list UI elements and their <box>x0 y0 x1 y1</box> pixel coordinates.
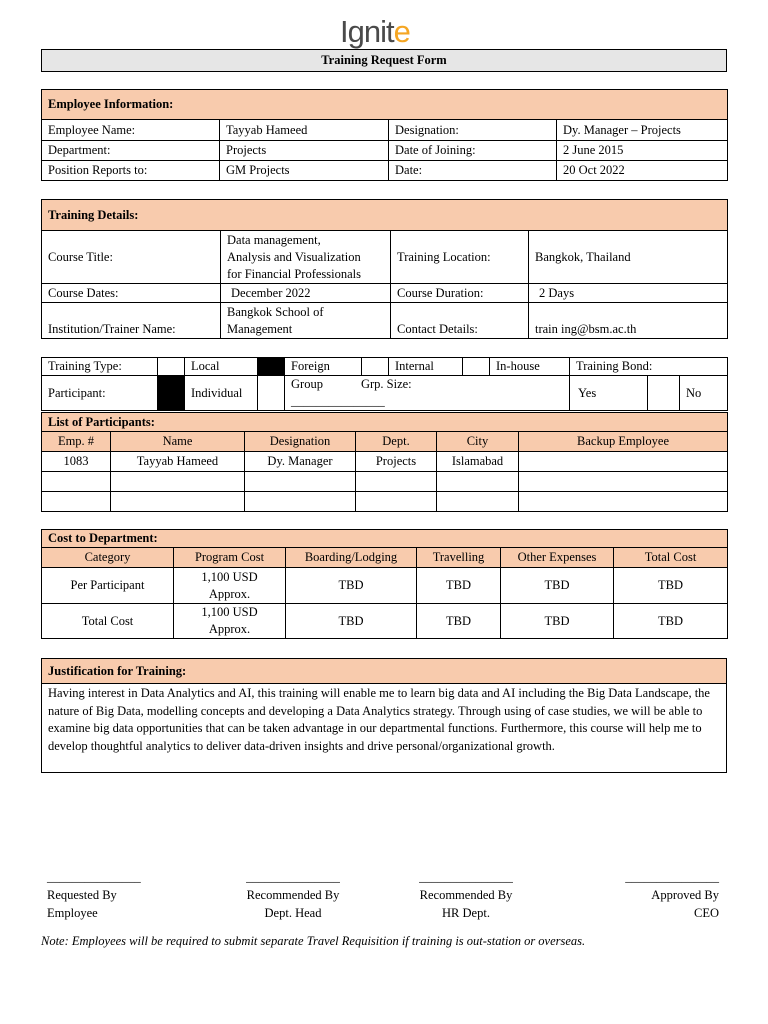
local-label: Local <box>185 358 258 376</box>
training-options-table <box>41 357 728 411</box>
signature-role: Recommended By <box>246 888 340 902</box>
table-cell[interactable] <box>245 472 356 492</box>
table-row <box>42 472 728 492</box>
boarding-cost[interactable]: TBD <box>286 604 417 639</box>
table-cell[interactable] <box>245 492 356 512</box>
travel-cost[interactable]: TBD <box>417 604 501 639</box>
course-title-value[interactable]: Data management, Analysis and Visualization for Financial Professionals <box>221 231 391 284</box>
local-checkbox[interactable] <box>158 358 185 376</box>
participants-header-row <box>42 432 728 452</box>
table-row <box>42 492 728 512</box>
institution-label: Institution/Trainer Name: <box>42 303 221 339</box>
employee-name-label: Employee Name: <box>42 120 220 141</box>
bond-yes-checkbox[interactable] <box>648 376 680 411</box>
total-cost[interactable]: TBD <box>614 604 728 639</box>
column-header: Dept. <box>356 432 437 452</box>
table-row <box>42 284 728 303</box>
table-cell[interactable]: Tayyab Hameed <box>111 452 245 472</box>
bond-yes-label[interactable]: Yes <box>570 376 648 411</box>
reports-to-label: Position Reports to: <box>42 161 220 181</box>
table-cell[interactable] <box>519 452 728 472</box>
table-cell[interactable] <box>356 472 437 492</box>
signature-role: Requested By <box>47 888 117 902</box>
date-label: Date: <box>389 161 557 181</box>
program-cost[interactable]: 1,100 USD Approx. <box>174 568 286 604</box>
table-cell[interactable]: 1083 <box>42 452 111 472</box>
column-header: Designation <box>245 432 356 452</box>
employee-name-value[interactable]: Tayyab Hameed <box>220 120 389 141</box>
signature-by: Employee <box>47 906 98 920</box>
signature-line[interactable]: _______________ <box>625 870 719 884</box>
cost-category: Total Cost <box>42 604 174 639</box>
signature-line[interactable]: _______________ <box>246 870 340 884</box>
travel-cost[interactable]: TBD <box>417 568 501 604</box>
program-cost[interactable]: 1,100 USD Approx. <box>174 604 286 639</box>
designation-value[interactable]: Dy. Manager – Projects <box>557 120 728 141</box>
joining-date-value[interactable]: 2 June 2015 <box>557 141 728 161</box>
course-dates-value[interactable]: December 2022 <box>221 284 391 303</box>
foreign-checkbox[interactable] <box>258 358 285 376</box>
table-cell[interactable]: Islamabad <box>437 452 519 472</box>
table-cell[interactable] <box>437 492 519 512</box>
course-dates-label: Course Dates: <box>42 284 221 303</box>
group-label: Group Grp. Size: _______________ <box>285 376 463 411</box>
department-value[interactable]: Projects <box>220 141 389 161</box>
column-header: Emp. # <box>42 432 111 452</box>
table-row <box>42 231 728 284</box>
cost-table <box>41 529 728 639</box>
bond-no-label[interactable]: No <box>680 376 728 411</box>
form-title: Training Request Form <box>41 49 727 72</box>
department-label: Department: <box>42 141 220 161</box>
signature-block-employee <box>47 868 177 922</box>
signature-by: Dept. Head <box>264 906 322 920</box>
signature-line[interactable]: _______________ <box>47 870 141 884</box>
table-cell[interactable] <box>519 472 728 492</box>
table-row <box>42 604 728 639</box>
cost-header-row <box>42 548 728 568</box>
signature-line[interactable]: _______________ <box>419 870 513 884</box>
course-duration-label: Course Duration: <box>391 284 529 303</box>
table-cell[interactable] <box>111 492 245 512</box>
other-cost[interactable]: TBD <box>501 568 614 604</box>
table-cell[interactable]: Projects <box>356 452 437 472</box>
foreign-label: Foreign <box>285 358 362 376</box>
table-row <box>42 568 728 604</box>
justification-text[interactable]: Having interest in Data Analytics and AI, this training will enable me to learn big data and AI including the Big Data Landscape, the nature of Big Data, modelling concepts and developing a Data Analytics strategy. Through using of case studies, we will be able to examine big data opportunities that can be taken advantage in our departmental functions. Furthermore, this course will help me to develop thoughtful analytics to deliver data-driven insights and drive personal/organizational growth. <box>42 684 727 773</box>
signature-by: HR Dept. <box>442 906 490 920</box>
justification-heading: Justification for Training: <box>42 659 727 684</box>
cost-heading: Cost to Department: <box>42 530 728 548</box>
course-title-label: Course Title: <box>42 231 221 284</box>
employee-information-heading: Employee Information: <box>42 90 728 120</box>
table-cell[interactable] <box>356 492 437 512</box>
table-row <box>42 303 728 339</box>
column-header: Program Cost <box>174 548 286 568</box>
group-size-field[interactable] <box>463 376 570 411</box>
justification-table <box>41 658 727 773</box>
contact-details-value[interactable]: train ing@bsm.ac.th <box>529 303 728 339</box>
column-header: Backup Employee <box>519 432 728 452</box>
participants-heading: List of Participants: <box>42 413 728 432</box>
reports-to-value[interactable]: GM Projects <box>220 161 389 181</box>
table-row <box>42 452 728 472</box>
internal-checkbox[interactable] <box>362 358 389 376</box>
table-cell[interactable] <box>42 472 111 492</box>
cost-category: Per Participant <box>42 568 174 604</box>
inhouse-label: In-house <box>490 358 570 376</box>
signature-block-ceo <box>589 868 719 922</box>
column-header: City <box>437 432 519 452</box>
course-duration-value[interactable]: 2 Days <box>529 284 728 303</box>
column-header: Travelling <box>417 548 501 568</box>
training-location-label: Training Location: <box>391 231 529 284</box>
contact-details-label: Contact Details: <box>391 303 529 339</box>
table-row <box>42 120 728 141</box>
institution-value[interactable]: Bangkok School of Management <box>221 303 391 339</box>
column-header: Boarding/Lodging <box>286 548 417 568</box>
column-header: Category <box>42 548 174 568</box>
signature-role: Recommended By <box>419 888 513 902</box>
table-cell[interactable] <box>111 472 245 492</box>
individual-label: Individual <box>185 376 258 411</box>
column-header: Total Cost <box>614 548 728 568</box>
boarding-cost[interactable]: TBD <box>286 568 417 604</box>
training-location-value[interactable]: Bangkok, Thailand <box>529 231 728 284</box>
training-details-heading: Training Details: <box>42 200 728 231</box>
employee-information-table <box>41 89 728 181</box>
participant-label: Participant: <box>42 376 158 411</box>
table-row <box>42 358 728 376</box>
column-header: Other Expenses <box>501 548 614 568</box>
table-cell[interactable]: Dy. Manager <box>245 452 356 472</box>
signature-block-hr <box>401 868 531 922</box>
total-cost[interactable]: TBD <box>614 568 728 604</box>
table-row <box>42 376 728 411</box>
date-value[interactable]: 20 Oct 2022 <box>557 161 728 181</box>
signature-role: Approved By <box>651 888 719 902</box>
table-cell[interactable] <box>42 492 111 512</box>
training-details-table <box>41 199 728 339</box>
internal-label: Internal <box>389 358 463 376</box>
designation-label: Designation: <box>389 120 557 141</box>
individual-checkbox[interactable] <box>158 376 185 411</box>
column-header: Name <box>111 432 245 452</box>
training-type-label: Training Type: <box>42 358 158 376</box>
table-row <box>42 141 728 161</box>
group-checkbox[interactable] <box>258 376 285 411</box>
table-cell[interactable] <box>437 472 519 492</box>
joining-date-label: Date of Joining: <box>389 141 557 161</box>
company-logo: Ignite <box>340 14 410 49</box>
inhouse-checkbox[interactable] <box>463 358 490 376</box>
signature-by: CEO <box>694 906 719 920</box>
signature-block-dept-head <box>228 868 358 922</box>
table-row <box>42 161 728 181</box>
other-cost[interactable]: TBD <box>501 604 614 639</box>
footer-note: Note: Employees will be required to submit separate Travel Requisition if training is out-station or overseas. <box>41 934 586 948</box>
participants-table <box>41 412 728 512</box>
table-cell[interactable] <box>519 492 728 512</box>
training-bond-label: Training Bond: <box>570 358 728 376</box>
